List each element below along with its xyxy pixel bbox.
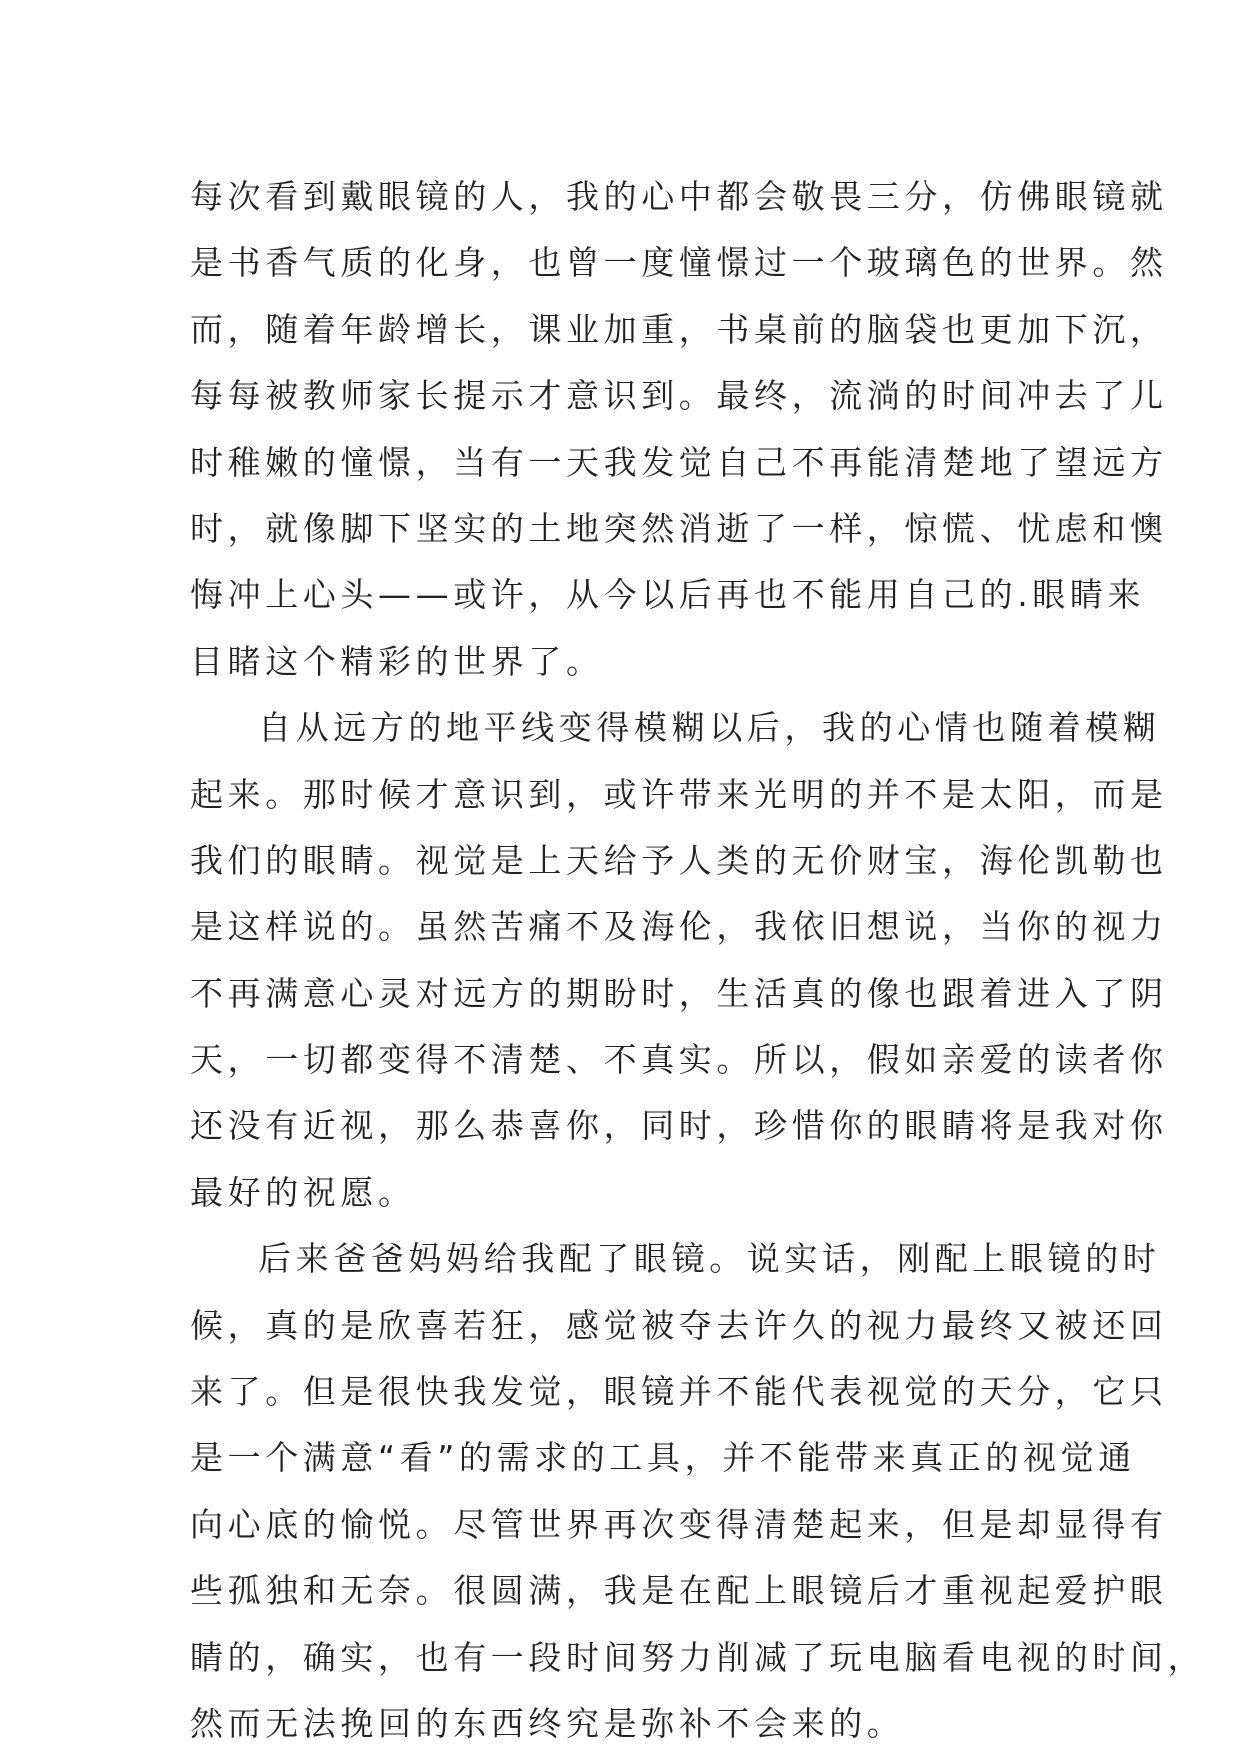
text-line: 自从远方的地平线变得模糊以后，我的心情也随着模糊 bbox=[258, 708, 1161, 748]
text-line: 目睹这个精彩的世界了。 bbox=[190, 641, 604, 681]
text-line: 天，一切都变得不清楚、不真实。所以，假如亲爱的读者你 bbox=[190, 1040, 1168, 1080]
text-line: 每次看到戴眼镜的人，我的心中都会敬畏三分，仿佛眼镜就 bbox=[190, 177, 1168, 216]
text-line: 不再满意心灵对远方的期盼时，生活真的像也跟着进入了阴 bbox=[190, 973, 1168, 1013]
text-line: 是这样说的。虽然苦痛不及海伦，我依旧想说，当你的视力 bbox=[190, 907, 1168, 947]
text-line: 来了。但是很快我发觉，眼镜并不能代表视觉的天分，它只 bbox=[190, 1372, 1168, 1412]
text-line: 候，真的是欣喜若狂，感觉被夺去许久的视力最终又被还回 bbox=[190, 1305, 1168, 1345]
text-line: 睛的，确实，也有一段时间努力削减了玩电脑看电视的时间， bbox=[190, 1637, 1206, 1677]
text-line: 后来爸爸妈妈给我配了眼镜。说实话，刚配上眼镜的时 bbox=[258, 1239, 1161, 1279]
paragraph-2 bbox=[190, 695, 1168, 1226]
text-line: 然而无法挽回的东西终究是弥补不会来的。 bbox=[190, 1703, 905, 1743]
text-line: 时稚嫩的憧憬，当有一天我发觉自己不再能清楚地了望远方 bbox=[190, 442, 1168, 482]
text-line: 我们的眼睛。视觉是上天给予人类的无价财宝，海伦凯勒也 bbox=[190, 840, 1168, 880]
text-line: 而，随着年龄增长，课业加重，书桌前的脑袋也更加下沉， bbox=[190, 309, 1168, 349]
text-line: 每每被教师家长提示才意识到。最终，流淌的时间冲去了儿 bbox=[190, 376, 1168, 416]
text-line: 还没有近视，那么恭喜你，同时，珍惜你的眼睛将是我对你 bbox=[190, 1106, 1168, 1146]
text-line: 是一个满意“看”的需求的工具，并不能带来真正的视觉通 bbox=[190, 1438, 1136, 1478]
paragraph-1 bbox=[190, 164, 1168, 695]
text-line: 些孤独和无奈。很圆满，我是在配上眼镜后才重视起爱护眼 bbox=[190, 1571, 1168, 1611]
text-line: 是书香气质的化身，也曾一度憧憬过一个玻璃色的世界。然 bbox=[190, 243, 1168, 283]
text-line: 悔冲上心头——或许，从今以后再也不能用自己的.眼睛来 bbox=[190, 575, 1146, 615]
text-line: 起来。那时候才意识到，或许带来光明的并不是太阳，而是 bbox=[190, 774, 1168, 814]
text-line: 时，就像脚下坚实的土地突然消逝了一样，惊慌、忧虑和懊 bbox=[190, 508, 1168, 548]
text-line: 最好的祝愿。 bbox=[190, 1172, 416, 1212]
text-line: 向心底的愉悦。尽管世界再次变得清楚起来，但是却显得有 bbox=[190, 1504, 1168, 1544]
document-body bbox=[190, 164, 1206, 1757]
paragraph-3 bbox=[190, 1226, 1206, 1757]
